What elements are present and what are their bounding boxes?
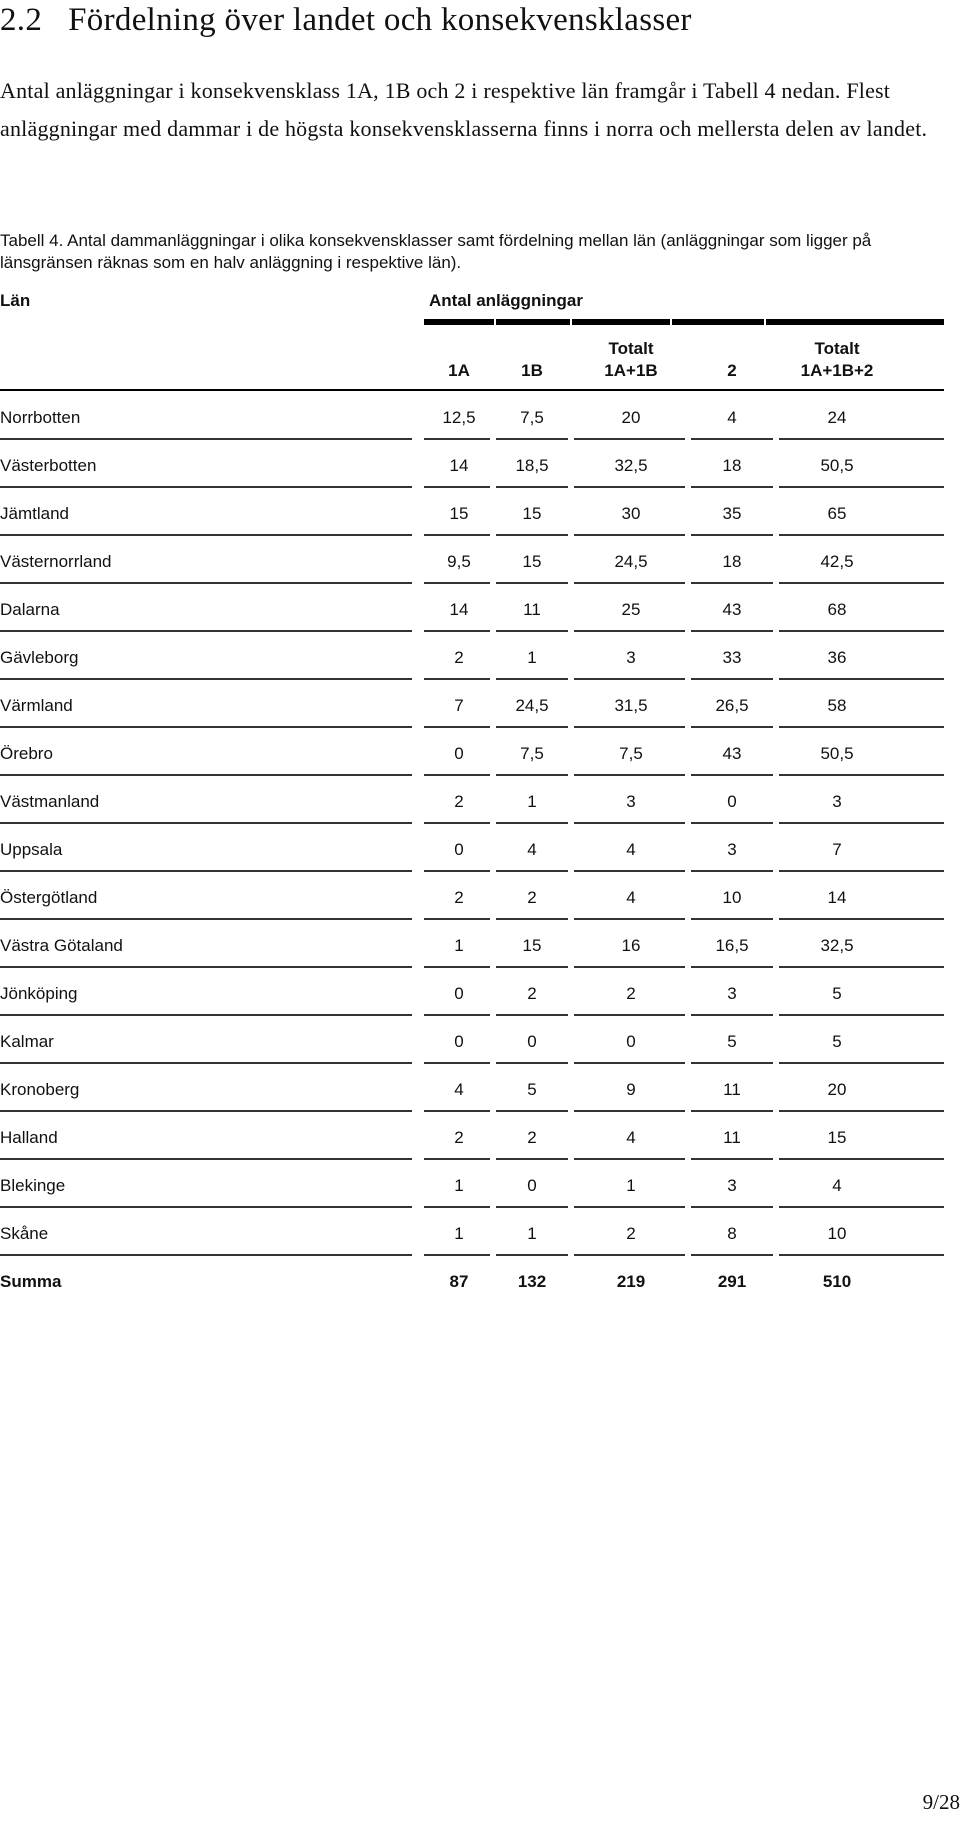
header-bottom-rule — [0, 389, 944, 391]
value-cell: 16,5 — [715, 936, 749, 955]
value-cell: 7 — [454, 696, 464, 715]
value-cell: 4 — [626, 1128, 636, 1147]
value-cell: 7,5 — [520, 408, 544, 427]
value-cell: 32,5 — [614, 456, 648, 475]
value-cell: 7,5 — [520, 744, 544, 763]
county-name: Kronoberg — [0, 1080, 80, 1099]
county-name: Västmanland — [0, 792, 100, 811]
column-header-bottom: 1A+1B — [604, 361, 658, 380]
value-cell: 0 — [727, 792, 737, 811]
county-name: Västernorrland — [0, 552, 112, 571]
column-header-bottom: 1B — [521, 361, 543, 380]
value-cell: 33 — [722, 648, 742, 667]
value-cell: 291 — [717, 1272, 747, 1291]
value-cell: 43 — [722, 744, 742, 763]
value-cell: 1 — [454, 1224, 464, 1243]
value-cell: 2 — [626, 984, 636, 1003]
column-header — [424, 338, 494, 382]
value-cell: 10 — [827, 1224, 847, 1243]
table-row — [0, 1121, 944, 1169]
value-cell: 15 — [522, 552, 542, 571]
column-header-bottom: 1A — [448, 361, 470, 380]
table-row — [0, 737, 944, 785]
value-cell: 510 — [822, 1272, 852, 1291]
value-cell: 15 — [522, 504, 542, 523]
value-cell: 2 — [454, 888, 464, 907]
value-cell: 3 — [727, 984, 737, 1003]
column-header — [497, 338, 567, 382]
value-cell: 14 — [827, 888, 847, 907]
county-name: Blekinge — [0, 1176, 66, 1195]
value-cell: 4 — [527, 840, 537, 859]
value-cell: 3 — [626, 648, 636, 667]
value-cell: 20 — [827, 1080, 847, 1099]
value-cell: 2 — [527, 984, 537, 1003]
value-cell: 9,5 — [447, 552, 471, 571]
table-row — [0, 1025, 944, 1073]
table-row — [0, 785, 944, 833]
county-name: Kalmar — [0, 1032, 54, 1051]
value-cell: 4 — [832, 1176, 842, 1195]
value-cell: 7 — [832, 840, 842, 859]
value-cell: 24 — [827, 408, 847, 427]
value-cell: 15 — [827, 1128, 847, 1147]
value-cell: 42,5 — [820, 552, 854, 571]
county-name: Örebro — [0, 744, 53, 763]
value-cell: 4 — [626, 840, 636, 859]
column-header-top: Totalt — [608, 339, 654, 358]
value-cell: 18,5 — [515, 456, 549, 475]
value-cell: 5 — [832, 1032, 842, 1051]
value-cell: 30 — [621, 504, 641, 523]
value-cell: 50,5 — [820, 456, 854, 475]
value-cell: 12,5 — [442, 408, 476, 427]
table-row — [0, 881, 944, 929]
table-row — [0, 401, 944, 449]
value-cell: 31,5 — [614, 696, 648, 715]
value-cell: 1 — [454, 936, 464, 955]
value-cell: 1 — [527, 1224, 537, 1243]
county-name: Uppsala — [0, 840, 63, 859]
county-name: Gävleborg — [0, 648, 79, 667]
value-cell: 32,5 — [820, 936, 854, 955]
value-cell: 68 — [827, 600, 847, 619]
value-cell: 5 — [727, 1032, 737, 1051]
value-cell: 1 — [454, 1176, 464, 1195]
value-cell: 0 — [527, 1032, 537, 1051]
group-header-rule — [424, 319, 944, 325]
table-row — [0, 545, 944, 593]
value-cell: 25 — [621, 600, 641, 619]
value-cell: 43 — [722, 600, 742, 619]
header-antal-anlaggningar: Antal anläggningar — [429, 291, 583, 310]
table-row — [0, 977, 944, 1025]
value-cell: 5 — [832, 984, 842, 1003]
value-cell: 1 — [626, 1176, 636, 1195]
value-cell: 20 — [621, 408, 641, 427]
value-cell: 0 — [454, 984, 464, 1003]
value-cell: 0 — [454, 1032, 464, 1051]
table-row — [0, 593, 944, 641]
column-header-bottom: 2 — [727, 361, 737, 380]
value-cell: 18 — [722, 552, 742, 571]
county-name: Norrbotten — [0, 408, 81, 427]
county-name: Östergötland — [0, 888, 98, 907]
table-row — [0, 929, 944, 977]
value-cell: 36 — [827, 648, 847, 667]
section-number: 2.2 — [0, 2, 43, 38]
value-cell: 10 — [722, 888, 742, 907]
value-cell: 0 — [454, 744, 464, 763]
value-cell: 2 — [454, 648, 464, 667]
column-header — [697, 338, 767, 382]
column-header-bottom: 1A+1B+2 — [800, 361, 874, 380]
section-title: Fördelning över landet och konsekvensklasser — [68, 2, 692, 38]
summary-row — [0, 1265, 944, 1313]
value-cell: 2 — [527, 1128, 537, 1147]
value-cell: 11 — [523, 600, 541, 619]
value-cell: 4 — [727, 408, 737, 427]
value-cell: 2 — [454, 1128, 464, 1147]
value-cell: 132 — [517, 1272, 547, 1291]
table-row — [0, 833, 944, 881]
county-name: Dalarna — [0, 600, 60, 619]
value-cell: 2 — [454, 792, 464, 811]
value-cell: 14 — [449, 456, 469, 475]
value-cell: 219 — [616, 1272, 646, 1291]
county-name: Värmland — [0, 696, 73, 715]
value-cell: 4 — [626, 888, 636, 907]
value-cell: 3 — [626, 792, 636, 811]
county-name: Halland — [0, 1128, 58, 1147]
value-cell: 1 — [527, 792, 537, 811]
value-cell: 24,5 — [614, 552, 648, 571]
value-cell: 65 — [827, 504, 847, 523]
value-cell: 3 — [727, 1176, 737, 1195]
value-cell: 14 — [449, 600, 469, 619]
value-cell: 16 — [621, 936, 641, 955]
value-cell: 26,5 — [715, 696, 749, 715]
value-cell: 87 — [449, 1272, 469, 1291]
county-name: Jämtland — [0, 504, 69, 523]
value-cell: 8 — [727, 1224, 737, 1243]
value-cell: 0 — [527, 1176, 537, 1195]
value-cell: 35 — [722, 504, 742, 523]
county-name: Västerbotten — [0, 456, 97, 475]
table-row — [0, 1169, 944, 1217]
column-header — [581, 338, 681, 382]
value-cell: 4 — [454, 1080, 464, 1099]
value-cell: 11 — [723, 1128, 741, 1147]
value-cell: 7,5 — [619, 744, 643, 763]
value-cell: 2 — [527, 888, 537, 907]
county-name: Summa — [0, 1272, 62, 1291]
table-row — [0, 449, 944, 497]
intro-paragraph: Antal anläggningar i konsekvensklass 1A, 1B och 2 i respektive län framgår i Tabell 4 nedan. Flest anläggningar med dammar i de högsta konsekvensklasserna finns i norra och mellersta delen av landet. — [0, 78, 928, 141]
value-cell: 1 — [527, 648, 537, 667]
county-name: Västra Götaland — [0, 936, 123, 955]
value-cell: 24,5 — [515, 696, 549, 715]
value-cell: 2 — [626, 1224, 636, 1243]
value-cell: 15 — [449, 504, 469, 523]
value-cell: 0 — [454, 840, 464, 859]
value-cell: 11 — [723, 1080, 741, 1099]
value-cell: 58 — [827, 696, 847, 715]
column-header — [777, 338, 897, 382]
table-row — [0, 1217, 944, 1265]
value-cell: 5 — [527, 1080, 537, 1099]
section-heading — [0, 0, 692, 40]
page-number: 9/28 — [922, 1790, 960, 1814]
column-header-top: Totalt — [814, 339, 860, 358]
value-cell: 0 — [626, 1032, 636, 1051]
value-cell: 3 — [727, 840, 737, 859]
table-row — [0, 497, 944, 545]
value-cell: 50,5 — [820, 744, 854, 763]
header-lan: Län — [0, 291, 31, 310]
value-cell: 3 — [832, 792, 842, 811]
table-row — [0, 641, 944, 689]
table-caption: Tabell 4. Antal dammanläggningar i olika konsekvensklasser samt fördelning mellan län (anläggningar som ligger på länsgränsen räknas som en halv anläggning i respektive län). — [0, 231, 872, 272]
value-cell: 18 — [722, 456, 742, 475]
value-cell: 15 — [522, 936, 542, 955]
county-name: Jönköping — [0, 984, 78, 1003]
value-cell: 9 — [626, 1080, 636, 1099]
table-row — [0, 689, 944, 737]
county-name: Skåne — [0, 1224, 49, 1243]
table-row — [0, 1073, 944, 1121]
